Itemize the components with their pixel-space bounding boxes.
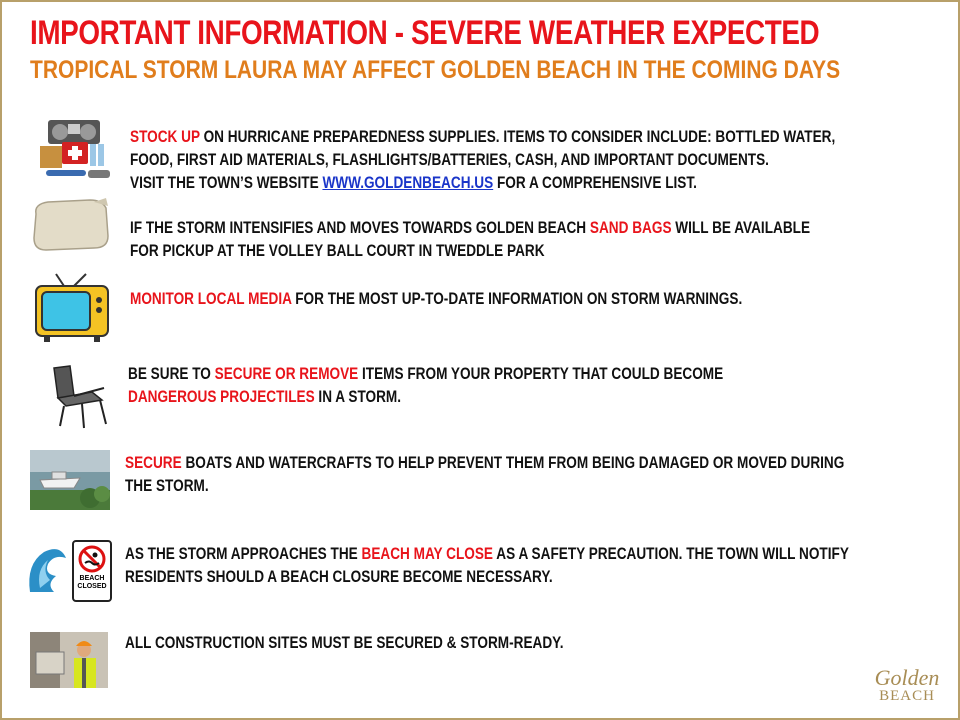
beach-text: AS THE STORM APPROACHES THE BEACH MAY CLOSE AS A SAFETY PRECAUTION. THE TOWN WILL NOTIFY RESIDENTS SHOULD A BEACH CLOSURE BECOME NECESSARY. xyxy=(125,544,849,586)
construction-text: ALL CONSTRUCTION SITES MUST BE SECURED & STORM-READY. xyxy=(125,633,564,652)
page-title: IMPORTANT INFORMATION - SEVERE WEATHER EXPECTED xyxy=(30,14,820,52)
construction-worker-photo-icon xyxy=(30,632,108,688)
boats-highlight: SECURE xyxy=(125,453,182,472)
sand-bag-icon xyxy=(30,196,112,254)
boats-text: SECURE BOATS AND WATERCRAFTS TO HELP PREVENT THEM FROM BEING DAMAGED OR MOVED DURING THE STORM. xyxy=(125,453,845,495)
no-swimming-icon xyxy=(77,544,107,574)
projectiles-highlight: DANGEROUS PROJECTILES xyxy=(128,387,315,406)
patio-chair-icon xyxy=(44,362,114,430)
media-text: MONITOR LOCAL MEDIA FOR THE MOST UP-TO-DATE INFORMATION ON STORM WARNINGS. xyxy=(130,289,743,308)
supplies-highlight: STOCK UP xyxy=(130,127,200,146)
sign-line-2: CLOSED xyxy=(77,583,107,590)
beach-closed-sign-icon xyxy=(72,540,112,602)
beach-highlight: BEACH MAY CLOSE xyxy=(361,544,494,563)
secure-items-text: BE SURE TO SECURE OR REMOVE ITEMS FROM YOUR PROPERTY THAT COULD BECOME DANGEROUS PROJECTILES IN A STORM. xyxy=(128,364,724,406)
golden-beach-logo: Golden BEACH xyxy=(874,665,940,704)
sandbags-text: IF THE STORM INTENSIFIES AND MOVES TOWARDS GOLDEN BEACH SAND BAGS WILL BE AVAILABLE FOR PICKUP AT THE VOLLEY BALL COURT IN TWEDDLE PARK xyxy=(130,218,811,260)
sandbags-highlight: SAND BAGS xyxy=(589,218,672,237)
emergency-supplies-icon xyxy=(36,116,116,186)
boat-photo-icon xyxy=(30,450,110,510)
supplies-text: STOCK UP ON HURRICANE PREPAREDNESS SUPPLIES. ITEMS TO CONSIDER INCLUDE: BOTTLED WATER, FOOD, FIRST AID MATERIALS, FLASHLIGHTS/BATTERIES, CASH, AND IMPORTANT DOCUMENTS. VISIT THE TOWN’S WEBSITE WWW.GOLDENBEACH.US FOR A COMPREHENSIVE LIST. xyxy=(130,127,836,192)
secure-remove-highlight: SECURE OR REMOVE xyxy=(214,364,359,383)
town-website-link[interactable]: WWW.GOLDENBEACH.US xyxy=(322,173,494,192)
sign-line-1: BEACH xyxy=(79,575,105,582)
page-subtitle: TROPICAL STORM LAURA MAY AFFECT GOLDEN BEACH IN THE COMING DAYS xyxy=(30,56,841,84)
wave-icon xyxy=(26,544,70,596)
media-highlight: MONITOR LOCAL MEDIA xyxy=(130,289,292,308)
television-icon xyxy=(34,272,110,344)
